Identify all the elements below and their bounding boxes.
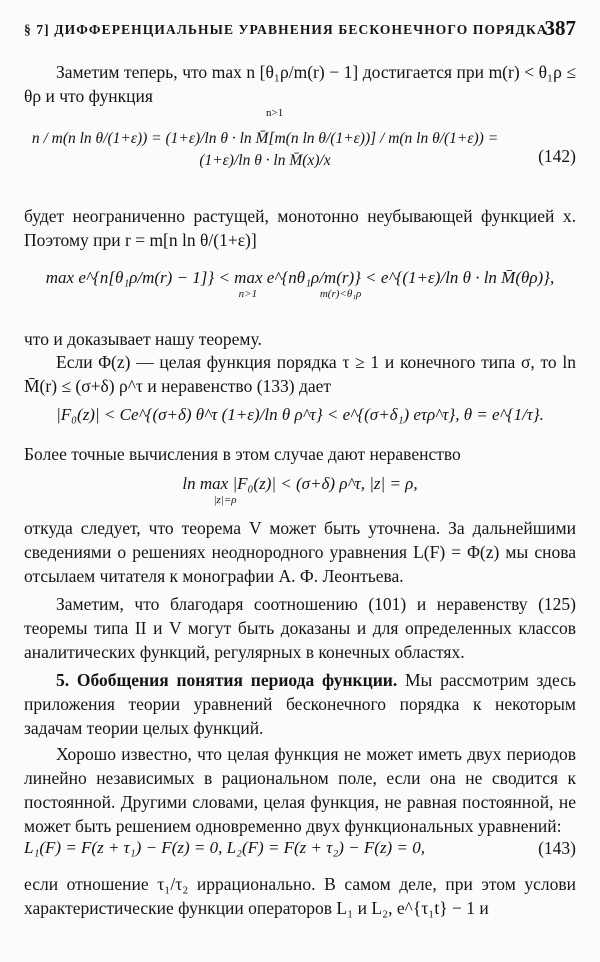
formula-143: L₁(F) = F(z + τ₁) − F(z) = 0, L₂(F) = F(z + τ₂) − F(z) = 0,	[24, 838, 425, 857]
paragraph-1-text: Заметим теперь, что max n [θ₁ρ/m(r) − 1] достигается при m(r) < θ₁ρ ≤ θρ и что функция	[24, 62, 576, 106]
formula-ln-max-subscript: |z|=ρ	[213, 494, 237, 506]
paragraph-10: если отношение τ₁/τ₂ иррационально. В самом деле, при этом услови характеристические функции операторов L₁ и L₂, e^{τ₁t} − 1 и	[24, 874, 576, 918]
formula-ln-max-text: ln max |F₀(z)| < (σ+δ) ρ^τ, |z| = ρ,	[182, 474, 418, 493]
section-5-paragraph	[24, 668, 576, 740]
formula-142: n / m(n ln θ/(1+ε)) = (1+ε)/ln θ · ln M̄[m(n ln θ/(1+ε))] / m(n ln θ/(1+ε)) = (1+ε)/ln θ · ln M̄(x)/x	[31, 130, 499, 169]
paragraph-1	[24, 60, 576, 118]
paragraph-3: что и доказывает нашу теорему.	[24, 329, 262, 349]
section-5-text: Мы рассмотрим здесь приложения теории уравнений бесконечного порядка к некоторым задачам теории целых функций.	[24, 670, 576, 738]
paragraph-4: Если Φ(z) — целая функция порядка τ ≥ 1 и конечного типа σ, то ln M̄(r) ≤ (σ+δ) ρ^τ и неравенство (133) дает	[24, 352, 576, 396]
formula-max-text: max e^{n[θ₁ρ/m(r) − 1]} < max e^{nθ₁ρ/m(r)} < e^{(1+ε)/ln θ · ln M̄(θρ)},	[45, 268, 555, 287]
paragraph-5: Более точные вычисления в этом случае дают неравенство	[24, 444, 461, 464]
formula-F0: |F₀(z)| < Ce^{(σ+δ) θ^τ (1+ε)/ln θ ρ^τ} < e^{(σ+δ₁) eτρ^τ}, θ = e^{1/τ}.	[56, 405, 544, 424]
paragraph-7: Заметим, что благодаря соотношению (101) и неравенству (125) теоремы типа II и V могут быть доказаны и для определенных классов аналитических функций, регулярных в конечных областях.	[24, 594, 576, 662]
formula-max-sub-1: n>1	[238, 288, 258, 300]
paragraph-6: откуда следует, что теорема V может быть уточнена. За дальнейшими сведениями о решениях неоднородного уравнения L(F) = Φ(z) мы снова отсылаем читателя к монографии А. Ф. Леонтьева.	[24, 518, 576, 586]
section-5-heading: 5. Обобщения понятия периода функции.	[56, 670, 398, 690]
formula-max-sub-2: m(r)<θ₁ρ	[319, 288, 362, 300]
formula-max	[24, 268, 576, 300]
paragraph-9: Хорошо известно, что целая функция не может иметь двух периодов линейно независимых в рациональном поле, если она не сводится к постоянной. Другими словами, целая функция, не равная постоянной, не может быть решением одновременно двух функциональных уравнений:	[24, 744, 576, 836]
formula-ln-max	[24, 474, 576, 506]
section-title: § 7] ДИФФЕРЕНЦИАЛЬНЫЕ УРАВНЕНИЯ БЕСКОНЕЧНОГО ПОРЯДКА	[24, 22, 548, 37]
equation-number-142: (142)	[538, 146, 576, 166]
formula-max-subscripts	[24, 288, 576, 300]
running-header	[24, 16, 576, 42]
max-subscript: n>1	[266, 107, 284, 119]
page-number: 387	[544, 16, 576, 40]
equation-number-143: (143)	[538, 838, 576, 858]
paragraph-2: будет неограниченно растущей, монотонно неубывающей функцией x. Поэтому при r = m[n ln θ/(1+ε)]	[24, 206, 576, 250]
